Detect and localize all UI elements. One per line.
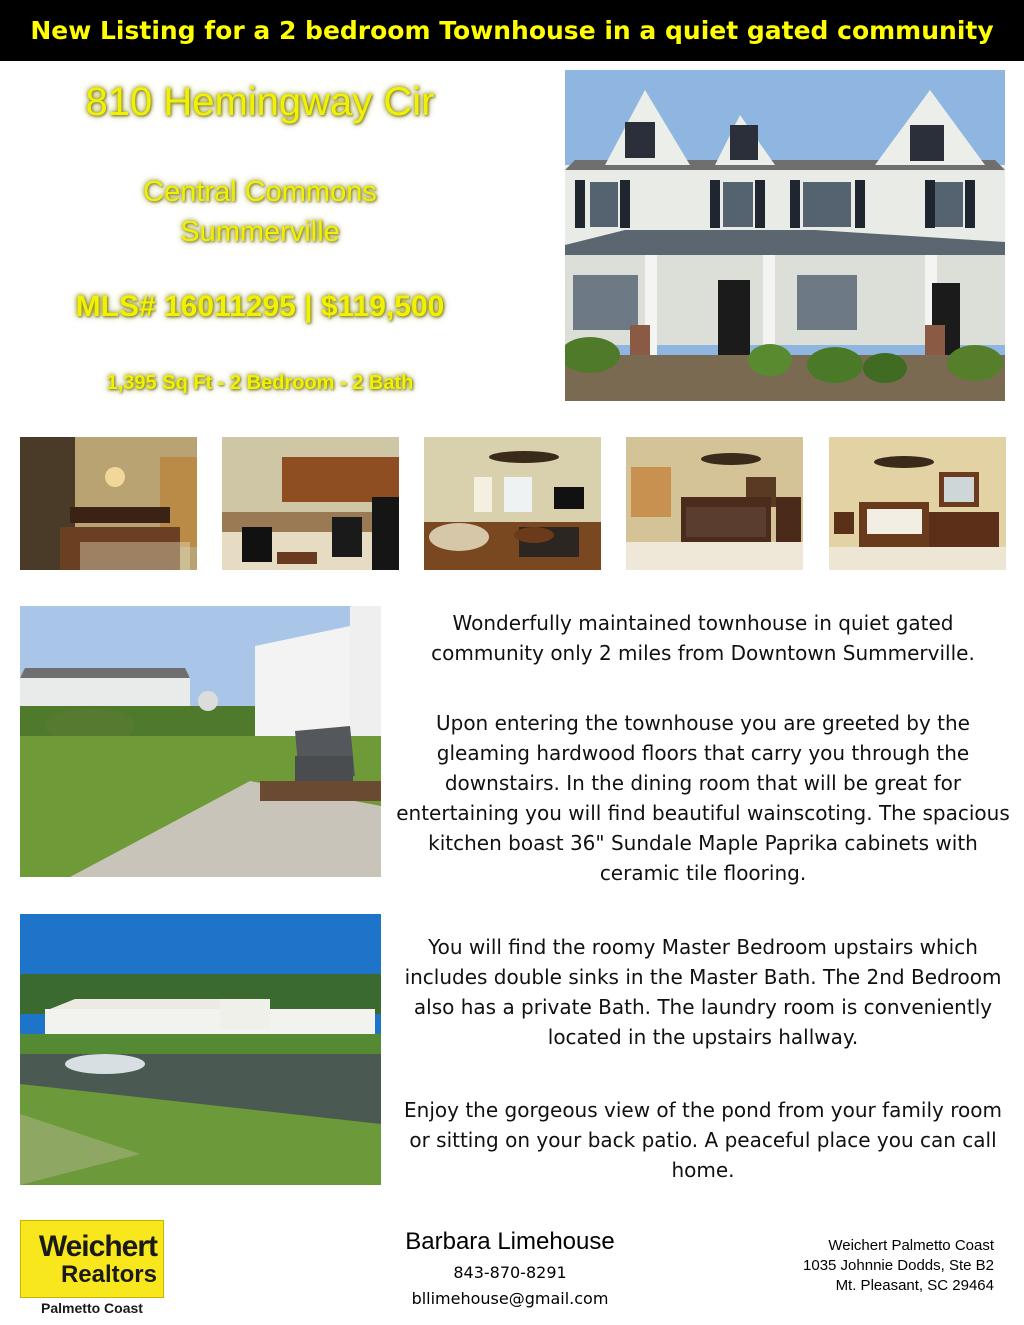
- office-street: 1035 Johnnie Dodds, Ste B2: [803, 1257, 994, 1274]
- agent-name: Barbara Limehouse: [405, 1228, 615, 1255]
- description-paragraph-3: You will find the roomy Master Bedroom upstairs which includes double sinks in the Master Bath. The 2nd Bedroom also has a private Bath. The laundry room is conveniently located in the upstairs hallway.: [404, 935, 1002, 1049]
- office-city: Mt. Pleasant, SC 29464: [835, 1277, 994, 1294]
- listing-specs: 1,395 Sq Ft - 2 Bedroom - 2 Bath: [106, 372, 414, 394]
- listing-location: [20, 172, 500, 252]
- description-paragraph-1: Wonderfully maintained townhouse in quiet gated community only 2 miles from Downtown Summerville.: [431, 611, 975, 665]
- office-name: Weichert Palmetto Coast: [828, 1237, 994, 1254]
- pond-view-photo: [20, 914, 381, 1185]
- agent-contact: [370, 1228, 650, 1308]
- listing-address: 810 Hemingway Cir: [85, 80, 435, 124]
- listing-community: Central Commons: [143, 176, 377, 208]
- weichert-logo: [20, 1220, 164, 1316]
- logo-line-2: Realtors: [60, 1260, 157, 1288]
- description-paragraph-2: Upon entering the townhouse you are greeted by the gleaming hardwood floors that carry you through the downstairs. In the dining room that will be great for entertaining you will find beautiful wainscoting. The spacious kitchen boast 36" Sundale Maple Paprika cabinets with ceramic tile flooring.: [396, 711, 1010, 885]
- second-bedroom-photo: [829, 437, 1006, 570]
- office-address: [700, 1236, 994, 1296]
- logo-line-1: Weichert: [38, 1229, 157, 1263]
- agent-email: bllimehouse@gmail.com: [411, 1289, 609, 1308]
- logo-line-3: Palmetto Coast: [41, 1300, 143, 1316]
- living-room-photo: [424, 437, 601, 570]
- header-banner: New Listing for a 2 bedroom Townhouse in a quiet gated community: [0, 0, 1024, 61]
- kitchen-photo: [222, 437, 399, 570]
- listing-city: Summerville: [180, 216, 340, 248]
- description-paragraph-4: Enjoy the gorgeous view of the pond from your family room or sitting on your back patio. A peaceful place you can call home.: [404, 1098, 1002, 1182]
- agent-phone: 843-870-8291: [453, 1263, 567, 1282]
- back-patio-photo: [20, 606, 381, 877]
- exterior-photo: [565, 70, 1005, 401]
- dining-room-photo: [20, 437, 197, 570]
- master-bedroom-photo: [626, 437, 803, 570]
- listing-mls-price: MLS# 16011295 | $119,500: [75, 290, 445, 323]
